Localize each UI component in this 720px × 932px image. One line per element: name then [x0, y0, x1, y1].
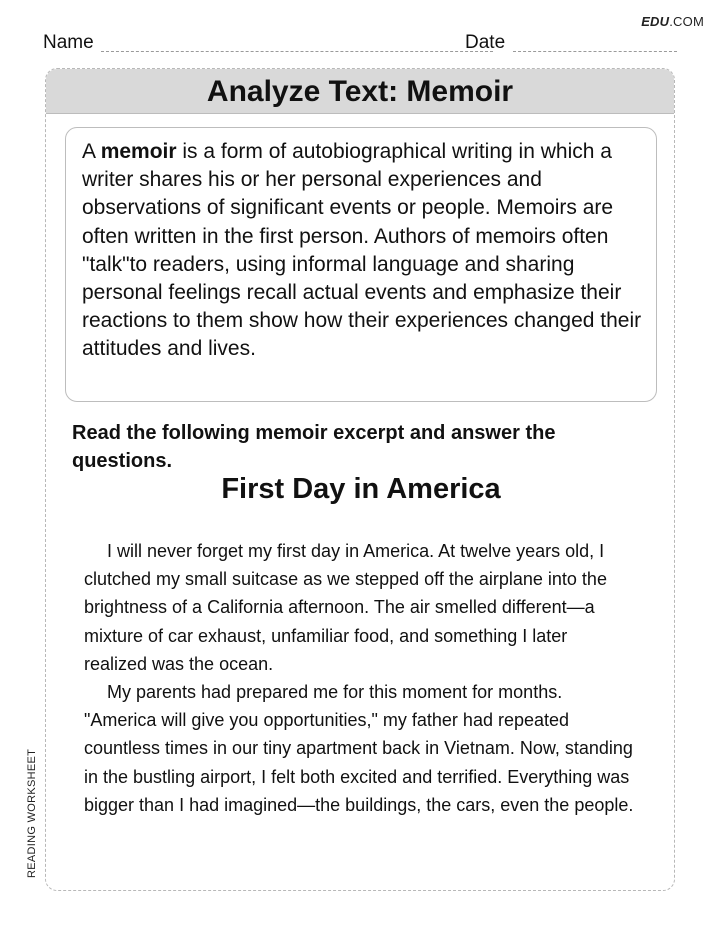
date-line[interactable] — [513, 51, 677, 52]
name-line[interactable] — [101, 51, 493, 52]
story-passage — [84, 537, 634, 819]
side-label: READING WORKSHEET — [26, 748, 38, 878]
logo-brand: EDU — [641, 14, 670, 29]
definition-lead: A — [82, 140, 101, 163]
story-paragraph: My parents had prepared me for this moment for months. "America will give you opportunities," my father had repeated countless times in our tiny apartment back in Vietnam. Now, standing in the bustling airport, I felt both excited and terrified. Everything was bigger than I had imagined—the buildings, the cars, even the people. — [84, 682, 634, 815]
date-label: Date — [465, 32, 506, 53]
logo-suffix: .COM — [669, 14, 704, 29]
definition-term: memoir — [100, 140, 177, 163]
name-date-row — [43, 32, 677, 56]
worksheet-title: Analyze Text: Memoir — [46, 69, 674, 114]
worksheet-card — [45, 68, 675, 891]
definition-body: is a form of autobiographical writing in which a writer shares his or her personal experiences and observations of significant events or people. Memoirs are often written in the first person. Authors of memoirs often "talk"to readers, using informal language and sharing personal feelings recall actual events and emphasize their reactions to them show how their experiences changed their attitudes and lives. — [82, 140, 642, 361]
story-paragraph: I will never forget my first day in America. At twelve years old, I clutched my small suitcase as we stepped off the airplane into the brightness of a California afternoon. The air smelled different—a mixture of car exhaust, unfamiliar food, and something I later realized was the ocean. — [84, 541, 607, 674]
name-label: Name — [43, 32, 94, 53]
site-logo — [641, 14, 704, 29]
definition-box — [65, 127, 657, 402]
instruction-text: Read the following memoir excerpt and answer the questions. — [72, 422, 556, 472]
story-title: First Day in America — [221, 473, 501, 505]
